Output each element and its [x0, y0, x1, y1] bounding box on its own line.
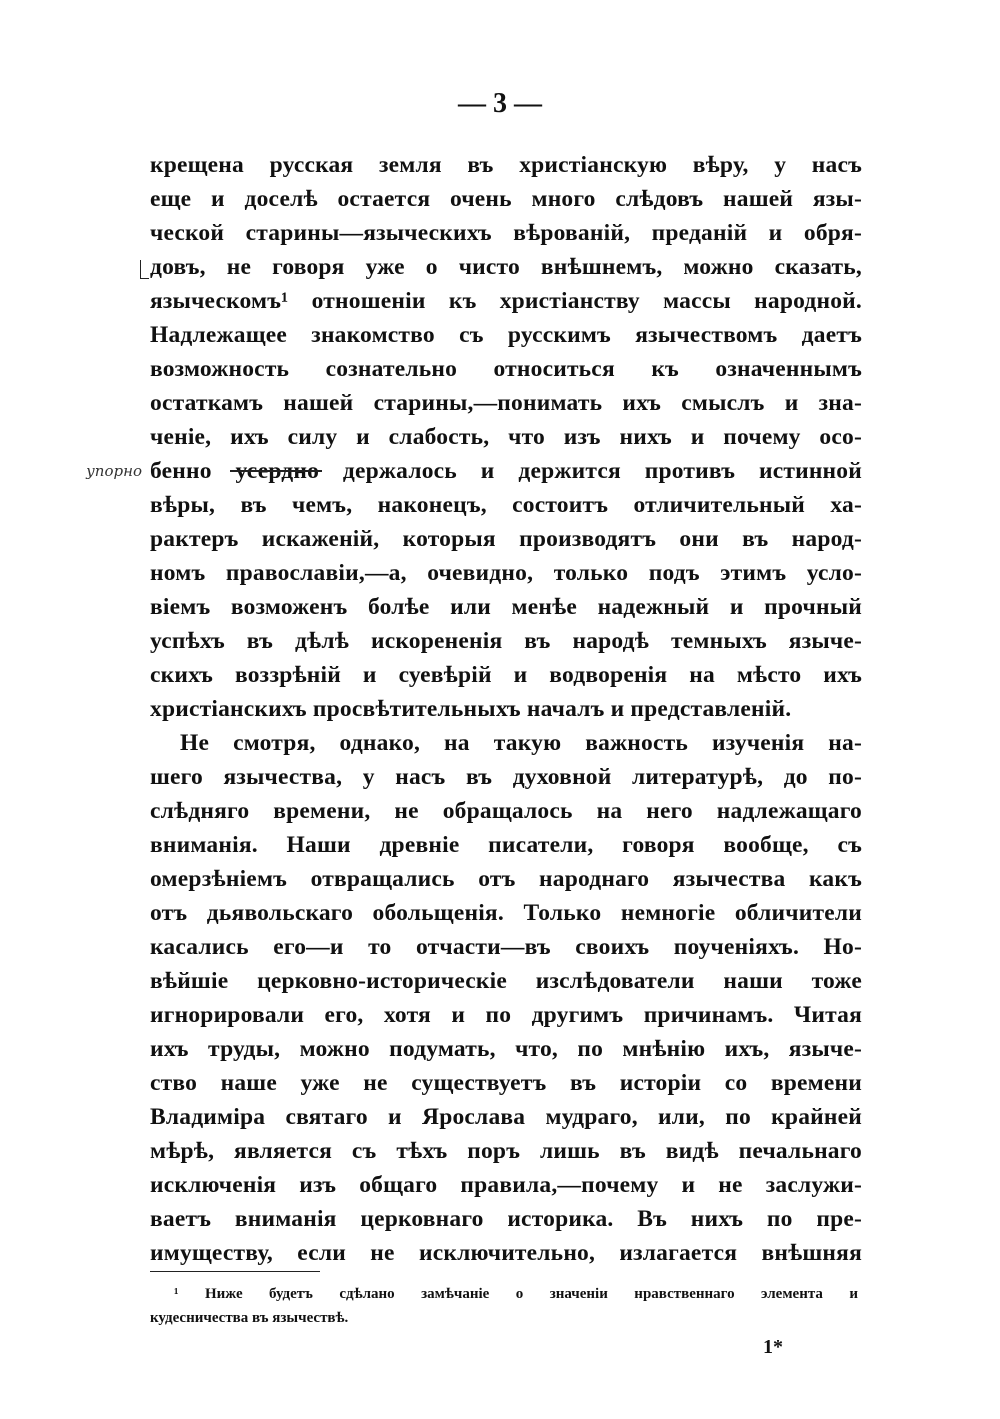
- footnote-line: кудесничества въ язычествѣ.: [150, 1310, 349, 1326]
- text-line: Надлежащее знакомство съ русскимъ язычествомъ даетъ: [150, 322, 862, 348]
- footnote-line: ¹ Ниже будетъ сдѣлано замѣчаніе о значеніи нравственнаго элемента и: [174, 1286, 858, 1302]
- signature-mark: 1*: [763, 1336, 783, 1358]
- text-line: вѣйшіе церковно-историческіе изслѣдователи наши тоже: [150, 968, 862, 994]
- text-line: вниманія. Наши древніе писатели, говоря вообще, съ: [150, 832, 862, 858]
- text-line: исключенія изъ общаго правила,—почему и не заслужи-: [150, 1172, 862, 1198]
- text-line: игнорировали его, хотя и по другимъ причинамъ. Читая: [150, 1002, 862, 1028]
- text-line: еще и доселѣ остается очень много слѣдовъ нашей язы-: [150, 186, 862, 212]
- text-line: ченіе, ихъ силу и слабость, что изъ нихъ и почему осо-: [150, 424, 862, 450]
- text-line: христіанскихъ просвѣтительныхъ началъ и представленій.: [150, 696, 792, 722]
- text-line: крещена русская земля въ христіанскую вѣру, у насъ: [150, 152, 862, 178]
- text-line: остаткамъ нашей старины,—понимать ихъ смыслъ и зна-: [150, 390, 862, 416]
- text-line: віемъ возможенъ болѣе или менѣе надежный и прочный: [150, 594, 862, 620]
- text-line: языческомъ¹ отношеніи къ христіанству массы народной.: [150, 288, 862, 314]
- text-line: омерзѣніемъ отвращались отъ народнаго язычества какъ: [150, 866, 862, 892]
- handwritten-annotation: упорно: [86, 462, 142, 480]
- text-line: рактеръ искаженій, которыя производятъ они въ народ-: [150, 526, 862, 552]
- text-line: отъ дьявольскаго обольщенія. Только немногіе обличители: [150, 900, 862, 926]
- body-text: [150, 148, 862, 1270]
- text-line: довъ, не говоря уже о чисто внѣшнемъ, можно сказать,: [150, 254, 862, 280]
- text-line: имуществу, если не исключительно, излагается внѣшняя: [150, 1240, 862, 1266]
- text-line: успѣхъ въ дѣлѣ искорененія въ народѣ темныхъ языче-: [150, 628, 862, 654]
- page-number: — 3 —: [458, 88, 542, 119]
- text-line: скихъ воззрѣній и суевѣрій и водворенія на мѣсто ихъ: [150, 662, 862, 688]
- text-line: ческой старины—языческихъ вѣрованій, преданій и обря-: [150, 220, 862, 246]
- footnote: [150, 1282, 858, 1330]
- strikethrough-mark: [230, 470, 322, 472]
- text-line: вѣры, въ чемъ, наконецъ, состоитъ отличительный ха-: [150, 492, 862, 518]
- text-line: ство наше уже не существуетъ въ исторіи со времени: [150, 1070, 862, 1096]
- text-line: слѣдняго времени, не обращалось на него надлежащаго: [150, 798, 862, 824]
- text-line: Не смотря, однако, на такую важность изученія на-: [180, 730, 862, 756]
- text-line: Владиміра святаго и Ярослава мудраго, или, по крайней: [150, 1104, 862, 1130]
- text-line: мѣрѣ, является съ тѣхъ поръ лишь въ видѣ печальнаго: [150, 1138, 862, 1164]
- text-line: бенно усердно держалось и держится противъ истинной: [150, 458, 862, 484]
- text-line: номъ православіи,—а, очевидно, только подъ этимъ усло-: [150, 560, 862, 586]
- footnote-rule: [150, 1271, 320, 1272]
- margin-mark: [140, 260, 149, 279]
- text-line: шего язычества, у насъ въ духовной литературѣ, до по-: [150, 764, 862, 790]
- text-line: касались его—и то отчасти—въ своихъ поученіяхъ. Но-: [150, 934, 862, 960]
- paragraph-1: [150, 148, 862, 726]
- text-line: ваетъ вниманія церковнаго историка. Въ нихъ по пре-: [150, 1206, 862, 1232]
- paragraph-2: [150, 726, 862, 1270]
- text-line: возможность сознательно относиться къ означеннымъ: [150, 356, 862, 382]
- text-line: ихъ труды, можно подумать, что, по мнѣнію ихъ, языче-: [150, 1036, 862, 1062]
